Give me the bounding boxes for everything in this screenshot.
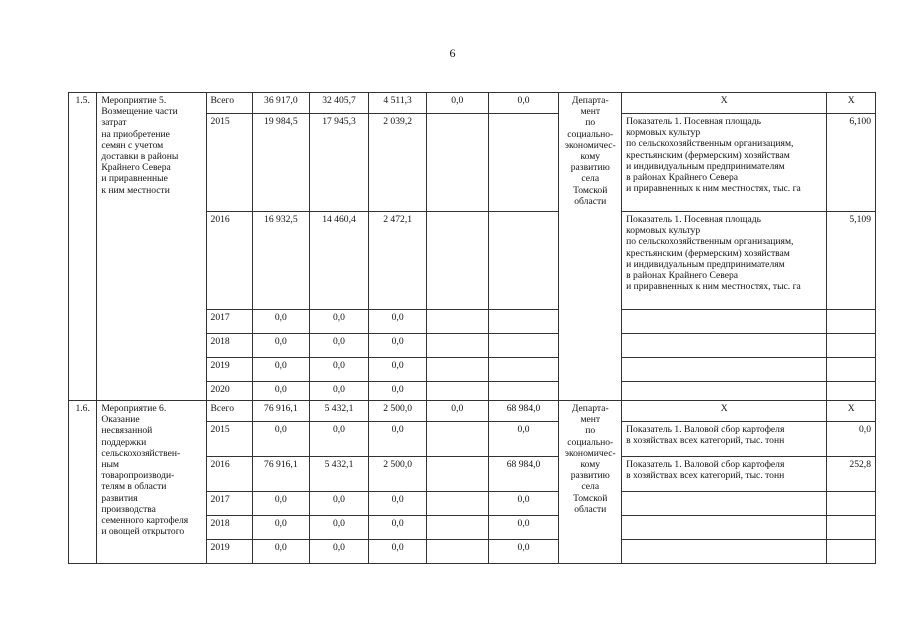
extrabudget-amount-cell [488,358,559,382]
indicator-cell [622,382,827,401]
regional-amount-cell: 0,0 [369,540,427,564]
year-cell: Всего [206,401,253,422]
local-amount-cell [426,457,488,492]
total-amount-cell: 0,0 [253,422,310,457]
indicator-value-cell: 0,0 [827,422,876,457]
federal-amount-cell: 17 945,3 [309,114,369,212]
extrabudget-amount-cell: 0,0 [488,492,559,516]
extrabudget-amount-cell [488,212,559,310]
local-amount-cell [426,212,488,310]
federal-amount-cell: 0,0 [309,358,369,382]
total-amount-cell: 0,0 [253,540,310,564]
total-amount-cell: 36 917,0 [253,93,310,114]
federal-amount-cell: 14 460,4 [309,212,369,310]
year-cell: 2016 [206,457,253,492]
section-number: 1.6. [69,401,97,564]
regional-amount-cell: 0,0 [369,310,427,334]
regional-amount-cell: 0,0 [369,334,427,358]
extrabudget-amount-cell: 68 984,0 [488,457,559,492]
total-amount-cell: 19 984,5 [253,114,310,212]
extrabudget-amount-cell: 68 984,0 [488,401,559,422]
federal-amount-cell: 0,0 [309,310,369,334]
year-cell: 2019 [206,358,253,382]
indicator-value-cell: 252,8 [827,457,876,492]
indicator-cell: Х [622,401,827,422]
total-amount-cell: 0,0 [253,516,310,540]
year-cell: 2017 [206,492,253,516]
indicator-value-cell [827,310,876,334]
regional-amount-cell: 2 472,1 [369,212,427,310]
local-amount-cell [426,358,488,382]
table-row [69,401,876,422]
indicator-value-cell: 5,109 [827,212,876,310]
local-amount-cell [426,516,488,540]
indicator-value-cell: Х [827,93,876,114]
indicator-value-cell [827,334,876,358]
indicator-cell: Х [622,93,827,114]
regional-amount-cell: 0,0 [369,516,427,540]
total-amount-cell: 0,0 [253,334,310,358]
regional-amount-cell: 2 039,2 [369,114,427,212]
indicator-cell [622,540,827,564]
local-amount-cell [426,492,488,516]
federal-amount-cell: 0,0 [309,516,369,540]
indicator-value-cell [827,492,876,516]
federal-amount-cell: 0,0 [309,492,369,516]
year-cell: Всего [206,93,253,114]
local-amount-cell [426,422,488,457]
indicator-value-cell: 6,100 [827,114,876,212]
local-amount-cell [426,114,488,212]
extrabudget-amount-cell [488,382,559,401]
page-number: 6 [449,46,456,60]
regional-amount-cell: 0,0 [369,492,427,516]
section-number: 1.5. [69,93,97,401]
program-table [68,92,876,564]
local-amount-cell [426,540,488,564]
local-amount-cell [426,310,488,334]
indicator-cell: Показатель 1. Посевная площадь кормовых культур по сельскохозяйственным организациям, крестьянским (фермерским) хозяйствам и индивидуальным предпринимателям в районах Крайнего Севера и приравненных к ним местностях, тыс. га [622,114,827,212]
indicator-cell [622,334,827,358]
local-amount-cell [426,382,488,401]
federal-amount-cell: 5 432,1 [309,401,369,422]
responsible-department: Департа- мент по социально- экономичес- кому развитию села Томской области [559,401,622,564]
indicator-cell [622,358,827,382]
local-amount-cell: 0,0 [426,401,488,422]
indicator-value-cell [827,382,876,401]
total-amount-cell: 16 932,5 [253,212,310,310]
extrabudget-amount-cell: 0,0 [488,93,559,114]
federal-amount-cell: 0,0 [309,422,369,457]
federal-amount-cell: 32 405,7 [309,93,369,114]
year-cell: 2019 [206,540,253,564]
indicator-value-cell [827,358,876,382]
total-amount-cell: 0,0 [253,310,310,334]
extrabudget-amount-cell [488,310,559,334]
total-amount-cell: 0,0 [253,382,310,401]
responsible-department: Департа- мент по социально- экономичес- кому развитию села Томской области [559,93,622,401]
regional-amount-cell: 2 500,0 [369,457,427,492]
measure-name: Мероприятие 5. Возмещение части затрат на приобретение семян с учетом доставки в районы Крайнего Севера и приравненные к ним местности [97,93,206,401]
measure-name: Мероприятие 6. Оказание несвязанной поддержки сельскохозяйствен- ным товаропроизводи- телям в области развития производства семенного картофеля и овощей открытого [97,401,206,564]
total-amount-cell: 0,0 [253,358,310,382]
year-cell: 2015 [206,114,253,212]
year-cell: 2016 [206,212,253,310]
year-cell: 2017 [206,310,253,334]
regional-amount-cell: 0,0 [369,382,427,401]
indicator-cell: Показатель 1. Посевная площадь кормовых культур по сельскохозяйственным организациям, крестьянским (фермерским) хозяйствам и индивидуальным предпринимателям в районах Крайнего Севера и приравненных к ним местностях, тыс. га [622,212,827,310]
local-amount-cell [426,334,488,358]
total-amount-cell: 76 916,1 [253,401,310,422]
federal-amount-cell: 0,0 [309,334,369,358]
federal-amount-cell: 0,0 [309,540,369,564]
indicator-cell: Показатель 1. Валовой сбор картофеля в хозяйствах всех категорий, тыс. тонн [622,422,827,457]
year-cell: 2018 [206,334,253,358]
indicator-value-cell [827,516,876,540]
extrabudget-amount-cell [488,334,559,358]
total-amount-cell: 0,0 [253,492,310,516]
indicator-cell [622,516,827,540]
year-cell: 2020 [206,382,253,401]
indicator-cell: Показатель 1. Валовой сбор картофеля в хозяйствах всех категорий, тыс. тонн [622,457,827,492]
indicator-cell [622,492,827,516]
extrabudget-amount-cell [488,114,559,212]
year-cell: 2015 [206,422,253,457]
regional-amount-cell: 0,0 [369,358,427,382]
indicator-cell [622,310,827,334]
extrabudget-amount-cell: 0,0 [488,516,559,540]
regional-amount-cell: 2 500,0 [369,401,427,422]
federal-amount-cell: 0,0 [309,382,369,401]
indicator-value-cell: Х [827,401,876,422]
table-row [69,93,876,114]
extrabudget-amount-cell: 0,0 [488,422,559,457]
regional-amount-cell: 0,0 [369,422,427,457]
year-cell: 2018 [206,516,253,540]
total-amount-cell: 76 916,1 [253,457,310,492]
regional-amount-cell: 4 511,3 [369,93,427,114]
indicator-value-cell [827,540,876,564]
extrabudget-amount-cell: 0,0 [488,540,559,564]
local-amount-cell: 0,0 [426,93,488,114]
federal-amount-cell: 5 432,1 [309,457,369,492]
